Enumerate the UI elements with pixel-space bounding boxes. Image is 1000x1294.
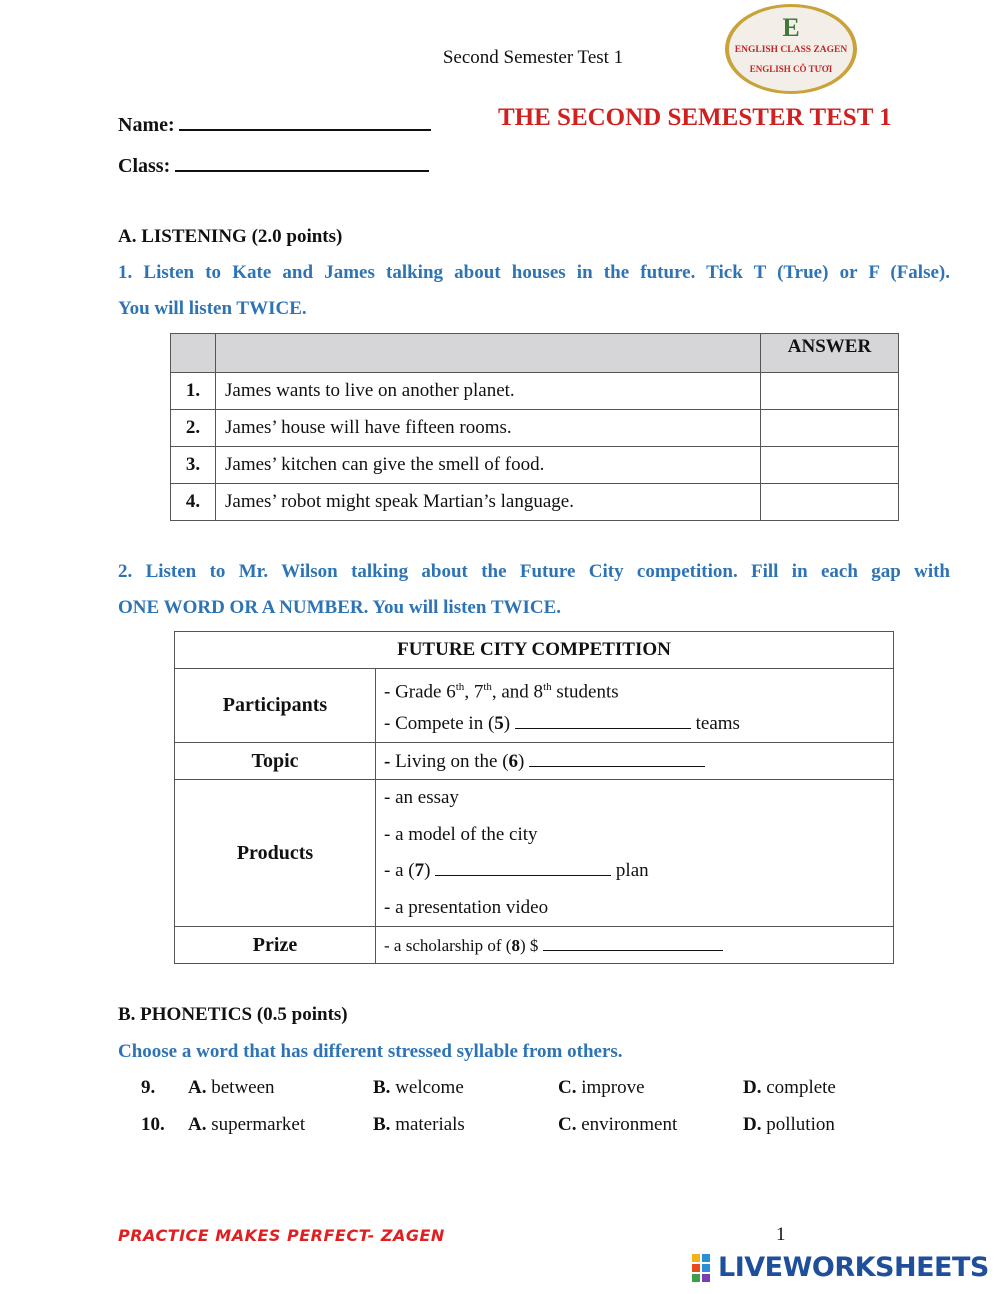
option-c[interactable]: [558, 1077, 645, 1099]
grade-sup: th: [455, 681, 465, 693]
option-b[interactable]: [373, 1077, 464, 1099]
liveworksheets-wordmark: LIVEWORKSHEETS: [718, 1252, 989, 1283]
row-statement: James wants to live on another planet.: [216, 373, 761, 410]
product-item: - an essay: [384, 787, 459, 808]
answer-header: ANSWER: [761, 334, 899, 373]
option-word: welcome: [395, 1077, 464, 1098]
compete-prefix: - Compete in (: [384, 712, 495, 734]
products-cell: [376, 780, 894, 927]
future-city-table: [174, 631, 894, 964]
grade-prefix: - Grade 6: [384, 681, 456, 703]
footer-motto: PRACTICE MAKES PERFECT- ZAGEN: [118, 1226, 445, 1245]
grade-sup: th: [543, 681, 552, 693]
answer-cell[interactable]: [761, 484, 899, 521]
answer-cell[interactable]: [761, 410, 899, 447]
option-c[interactable]: [558, 1114, 677, 1136]
table-row: [171, 373, 899, 410]
option-word: materials: [395, 1114, 465, 1135]
product-item: [384, 853, 893, 890]
liveworksheets-brand[interactable]: [692, 1252, 989, 1283]
topic-prefix: Living on the (: [390, 750, 509, 772]
option-letter: D.: [743, 1114, 762, 1135]
running-header: Second Semester Test 1: [442, 47, 624, 68]
participants-cell: [376, 669, 894, 743]
name-label: Name:: [118, 114, 175, 136]
gap-number: 6: [508, 750, 519, 772]
gap-number: 8: [511, 936, 520, 955]
row-statement: James’ kitchen can give the smell of food.: [216, 447, 761, 484]
name-field[interactable]: [118, 111, 431, 137]
compete-close: ): [503, 712, 511, 734]
school-logo: [722, 2, 860, 96]
true-false-table: [170, 333, 899, 521]
task2-instruction-line1: 2. Listen to Mr. Wilson talking about the Future City competition. Fill in each gap with: [118, 561, 950, 582]
table-header-row: [171, 334, 899, 373]
option-word: improve: [581, 1077, 645, 1098]
task1-instruction-line1: 1. Listen to Kate and James talking about houses in the future. Tick T (True) or F (False).: [118, 262, 950, 283]
phonetics-instruction: Choose a word that has different stressed syllable from others.: [118, 1041, 623, 1062]
option-d[interactable]: [743, 1077, 836, 1099]
grade-line: [384, 669, 893, 706]
answer-cell[interactable]: [761, 373, 899, 410]
class-blank[interactable]: [175, 152, 429, 172]
prize-cell: [376, 927, 894, 964]
question-number: 10.: [141, 1114, 165, 1135]
row-statement: James’ robot might speak Martian’s language.: [216, 484, 761, 521]
table-row: [171, 484, 899, 521]
liveworksheets-icon: [692, 1254, 718, 1282]
test-title: THE SECOND SEMESTER TEST 1: [498, 104, 892, 131]
topic-dash: -: [384, 750, 391, 772]
header-num-cell: [171, 334, 216, 373]
gap-6-blank[interactable]: [529, 750, 705, 767]
option-word: supermarket: [211, 1114, 306, 1135]
question-number: 9.: [141, 1077, 156, 1098]
option-word: complete: [766, 1077, 836, 1098]
option-d[interactable]: [743, 1114, 835, 1136]
product-item: - a presentation video: [384, 896, 549, 918]
product3-prefix: - a (: [384, 860, 415, 881]
prize-prefix: - a scholarship of (: [384, 936, 512, 955]
option-letter: B.: [373, 1114, 391, 1135]
participants-label: Participants: [175, 669, 376, 743]
class-label: Class:: [118, 155, 171, 177]
topic-close: ): [518, 750, 525, 772]
option-word: pollution: [766, 1114, 835, 1135]
grade-sup: th: [483, 681, 492, 693]
table-row: [171, 410, 899, 447]
grade-sep: , 7: [464, 681, 484, 703]
topic-cell: [376, 743, 894, 780]
class-field[interactable]: [118, 152, 429, 178]
product3-suffix: plan: [615, 860, 649, 881]
header-statement-cell: [216, 334, 761, 373]
option-letter: A.: [188, 1114, 207, 1135]
product-item: - a model of the city: [384, 823, 538, 845]
row-number: 1.: [171, 373, 216, 410]
compete-suffix: teams: [695, 712, 740, 734]
page-number: 1: [776, 1224, 786, 1245]
row-statement: James’ house will have fifteen rooms.: [216, 410, 761, 447]
section-b-heading: B. PHONETICS (0.5 points): [118, 1004, 348, 1025]
option-a[interactable]: [188, 1114, 305, 1136]
table-row: [171, 447, 899, 484]
logo-letter: E: [782, 13, 800, 42]
answer-cell[interactable]: [761, 447, 899, 484]
gap-8-blank[interactable]: [543, 934, 723, 951]
option-letter: D.: [743, 1077, 762, 1098]
option-letter: C.: [558, 1114, 577, 1135]
product3-close: ): [424, 860, 431, 881]
option-word: between: [211, 1077, 275, 1098]
row-number: 4.: [171, 484, 216, 521]
compete-line: [384, 706, 893, 743]
section-a-heading: A. LISTENING (2.0 points): [118, 226, 343, 247]
logo-line2: ENGLISH CÔ TƯƠI: [749, 64, 833, 74]
row-number: 2.: [171, 410, 216, 447]
gap-number: 5: [494, 712, 504, 734]
option-word: environment: [581, 1114, 678, 1135]
task2-instruction-line2: ONE WORD OR A NUMBER. You will listen TWICE.: [118, 597, 562, 618]
prize-label: Prize: [175, 927, 376, 964]
prize-close: ) $: [519, 936, 539, 955]
option-letter: B.: [373, 1077, 391, 1098]
name-blank[interactable]: [179, 111, 431, 131]
option-a[interactable]: [188, 1077, 275, 1099]
gap-7-blank[interactable]: [435, 859, 611, 876]
grade-sep: , and 8: [491, 681, 544, 703]
products-label: Products: [175, 780, 376, 927]
option-letter: A.: [188, 1077, 207, 1098]
option-letter: C.: [558, 1077, 577, 1098]
logo-line1: ENGLISH CLASS ZAGEN: [734, 45, 848, 55]
future-city-table-title: FUTURE CITY COMPETITION: [175, 632, 894, 669]
option-b[interactable]: [373, 1114, 465, 1136]
task1-instruction-line2: You will listen TWICE.: [118, 298, 307, 319]
row-number: 3.: [171, 447, 216, 484]
topic-label: Topic: [175, 743, 376, 780]
gap-number: 7: [414, 860, 425, 881]
gap-5-blank[interactable]: [515, 712, 691, 729]
grade-suffix: students: [551, 681, 619, 703]
